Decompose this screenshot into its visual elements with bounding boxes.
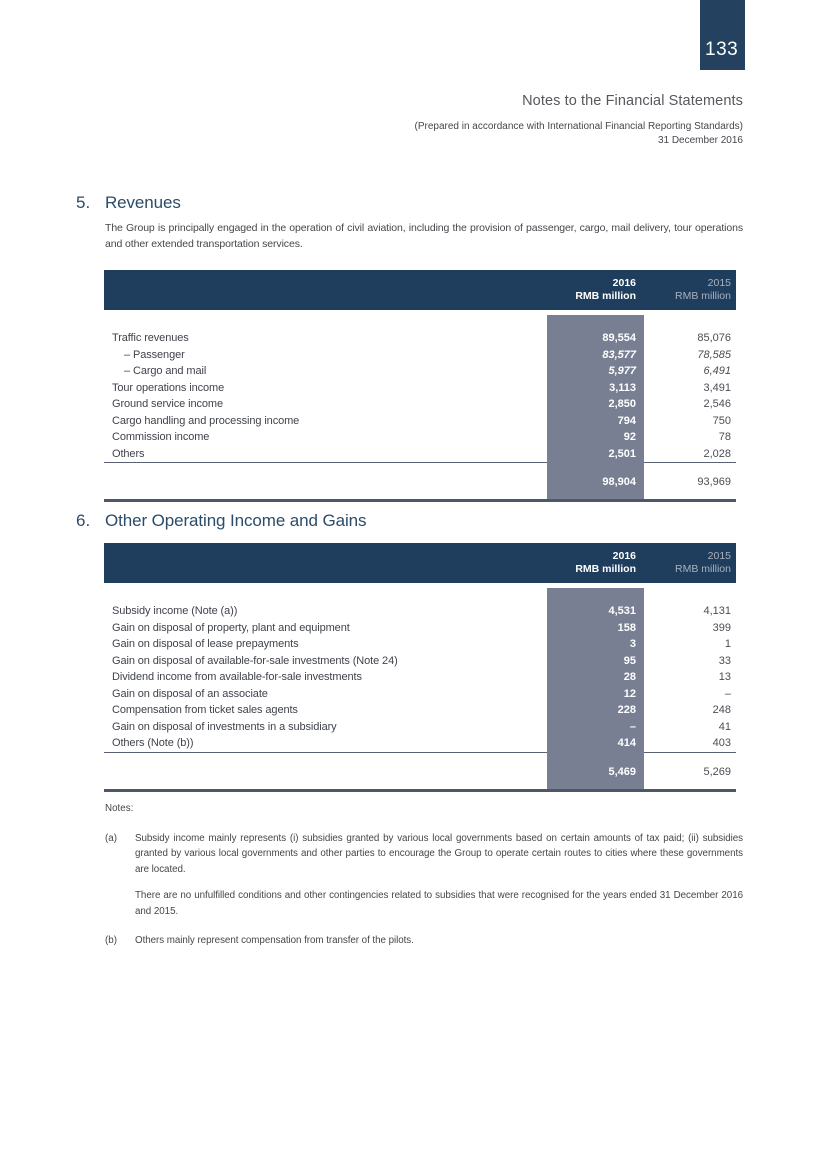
revenues-table [104, 270, 736, 502]
column-header-2015 [644, 550, 736, 583]
row-value-2015: 248 [712, 704, 731, 717]
row-value-2016: 12 [623, 687, 636, 700]
row-label: Commission income [112, 431, 210, 444]
row-value-2016: 5,977 [608, 365, 636, 378]
row-value-2015: 6,491 [703, 365, 731, 378]
table-row [104, 603, 736, 620]
document-date: 31 December 2016 [657, 135, 743, 146]
row-label: Traffic revenues [112, 332, 189, 345]
section-number: 5. [76, 193, 91, 212]
column-year: 2016 [612, 550, 636, 562]
column-unit: RMB million [674, 563, 731, 575]
row-label: Cargo handling and processing income [112, 414, 300, 427]
row-value-2015: 41 [718, 720, 731, 733]
document-title: Notes to the Financial Statements [522, 93, 743, 109]
column-year: 2015 [707, 277, 731, 289]
table-row [104, 330, 736, 347]
row-value-2015: 85,076 [697, 332, 731, 345]
total-value-2016: 98,904 [602, 476, 636, 488]
row-value-2015: 4,131 [703, 605, 731, 618]
table-row [104, 636, 736, 653]
row-value-2016: 3 [629, 638, 636, 651]
row-label: Tour operations income [112, 381, 225, 394]
table-header-band [104, 270, 736, 310]
section-title: Revenues [105, 193, 181, 212]
column-header-2016 [547, 550, 644, 583]
table-body [104, 310, 736, 462]
column-header-2016 [547, 277, 644, 310]
table-row [104, 446, 736, 463]
row-value-2016: 83,577 [602, 348, 636, 361]
notes-block [105, 802, 743, 949]
row-value-2015: 13 [718, 671, 731, 684]
row-value-2015: 3,491 [703, 381, 731, 394]
row-value-2015: 78 [718, 431, 731, 444]
row-value-2016: – [629, 720, 636, 733]
total-value-2015: 93,969 [697, 476, 731, 488]
section-heading [0, 510, 820, 532]
table-row [104, 347, 736, 364]
row-label: Others (Note (b)) [112, 737, 194, 750]
row-value-2015: 78,585 [697, 348, 731, 361]
row-value-2016: 2,501 [608, 447, 636, 460]
row-value-2015: 2,028 [703, 447, 731, 460]
document-header [0, 93, 743, 148]
column-unit: RMB million [575, 290, 636, 302]
table-body [104, 583, 736, 752]
row-value-2016: 2,850 [608, 398, 636, 411]
table-row [104, 413, 736, 430]
row-value-2016: 414 [617, 737, 636, 750]
section-intro-text: The Group is principally engaged in the operation of civil aviation, including the provision of passenger, cargo, mail delivery, tour operations and other extended transportation services. [105, 222, 743, 250]
row-value-2016: 228 [617, 704, 636, 717]
column-unit: RMB million [674, 290, 731, 302]
column-unit: RMB million [575, 563, 636, 575]
page-number: 133 [705, 39, 739, 60]
section-heading [0, 192, 820, 214]
row-value-2016: 3,113 [609, 381, 636, 394]
section-5-revenues [0, 192, 820, 502]
row-value-2016: 4,531 [608, 605, 636, 618]
table-row [104, 735, 736, 752]
note-tag: (a) [105, 832, 117, 844]
section-number: 6. [76, 511, 91, 530]
section-title: Other Operating Income and Gains [105, 511, 367, 530]
table-header-band [104, 543, 736, 583]
section-6-other-operating-income [0, 510, 820, 949]
row-label: Gain on disposal of investments in a subsidiary [112, 720, 337, 733]
row-value-2015: 399 [712, 621, 731, 634]
row-value-2015: 403 [712, 737, 731, 750]
note-tag: (b) [105, 935, 117, 946]
table-row [104, 363, 736, 380]
row-label: Gain on disposal of available-for-sale investments (Note 24) [112, 654, 398, 667]
row-label: Others [112, 447, 145, 460]
page-number-box [700, 0, 745, 70]
column-year: 2015 [707, 550, 731, 562]
row-value-2015: – [724, 687, 731, 700]
note-text: Others mainly represent compensation from transfer of the pilots. [135, 935, 414, 946]
note-a-paragraph-2: There are no unfulfilled conditions and other contingencies related to subsidies that were recognised for the years ended 31 December 2016 and 2015. [135, 890, 743, 917]
table-row [104, 429, 736, 446]
table-row [104, 653, 736, 670]
column-year: 2016 [612, 277, 636, 289]
total-value-2015: 5,269 [703, 765, 731, 778]
row-label: Ground service income [112, 398, 224, 411]
table-row [104, 702, 736, 719]
row-value-2016: 92 [623, 431, 636, 444]
notes-label: Notes: [105, 802, 134, 814]
total-row [104, 463, 736, 499]
row-value-2016: 158 [617, 621, 636, 634]
row-label: Compensation from ticket sales agents [112, 704, 298, 717]
other-operating-income-table [104, 543, 736, 792]
row-label: Dividend income from available-for-sale investments [112, 671, 362, 684]
row-value-2016: 89,554 [602, 332, 636, 345]
note-a [105, 831, 743, 878]
table-row [104, 620, 736, 637]
table-row [104, 396, 736, 413]
table-row [104, 669, 736, 686]
table-row [104, 686, 736, 703]
table-row [104, 380, 736, 397]
total-row [104, 753, 736, 789]
row-value-2016: 28 [623, 671, 636, 684]
row-label: Gain on disposal of lease prepayments [112, 638, 299, 651]
row-value-2016: 95 [623, 654, 636, 667]
document-subtitle: (Prepared in accordance with International Financial Reporting Standards) [414, 121, 743, 132]
total-value-2016: 5,469 [608, 765, 636, 778]
row-value-2015: 1 [724, 638, 731, 651]
row-label: Gain on disposal of an associate [112, 687, 268, 700]
row-value-2015: 33 [718, 654, 731, 667]
row-value-2016: 794 [617, 414, 636, 427]
note-b [105, 933, 743, 949]
row-value-2015: 750 [712, 414, 731, 427]
row-label: Gain on disposal of property, plant and equipment [112, 621, 350, 634]
row-label: – Passenger [124, 348, 185, 361]
row-label: Subsidy income (Note (a)) [112, 605, 238, 618]
note-text: Subsidy income mainly represents (i) subsidies granted by various local governments based on certain amounts of tax paid; (ii) subsidies granted by various local governments and other parties to encourage the Group to operate certain routes to cities where these governments are located. [135, 832, 743, 875]
column-header-2015 [644, 277, 736, 310]
row-label: – Cargo and mail [124, 365, 207, 378]
table-row [104, 719, 736, 736]
row-value-2015: 2,546 [703, 398, 731, 411]
